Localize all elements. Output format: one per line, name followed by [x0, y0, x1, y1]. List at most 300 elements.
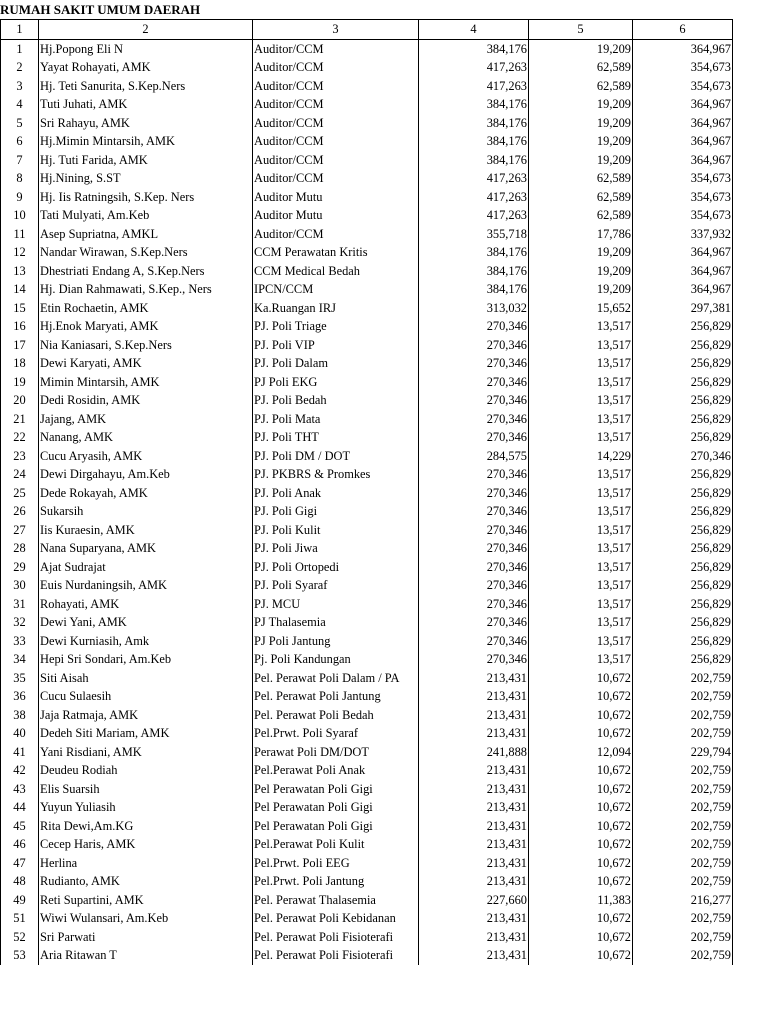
deduction-amount-cell: 13,517 — [529, 521, 633, 540]
net-amount-cell: 202,759 — [633, 780, 733, 799]
gross-amount-cell: 213,431 — [419, 761, 529, 780]
row-number-cell: 49 — [1, 891, 39, 910]
table-row — [1, 613, 733, 632]
employee-name-cell: Hj. Tuti Farida, AMK — [39, 151, 253, 170]
table-row — [1, 539, 733, 558]
net-amount-cell: 202,759 — [633, 724, 733, 743]
gross-amount-cell: 384,176 — [419, 243, 529, 262]
position-cell: PJ. Poli Anak — [253, 484, 419, 503]
row-number-cell: 13 — [1, 262, 39, 281]
gross-amount-cell: 417,263 — [419, 77, 529, 96]
gross-amount-cell: 270,346 — [419, 391, 529, 410]
employee-name-cell: Dhestriati Endang A, S.Kep.Ners — [39, 262, 253, 281]
gross-amount-cell: 270,346 — [419, 595, 529, 614]
row-number-cell: 27 — [1, 521, 39, 540]
position-cell: PJ. Poli Dalam — [253, 354, 419, 373]
employee-name-cell: Nana Suparyana, AMK — [39, 539, 253, 558]
gross-amount-cell: 213,431 — [419, 946, 529, 965]
row-number-cell: 38 — [1, 706, 39, 725]
gross-amount-cell: 213,431 — [419, 872, 529, 891]
position-cell: Pel.Perawat Poli Kulit — [253, 835, 419, 854]
gross-amount-cell: 384,176 — [419, 95, 529, 114]
gross-amount-cell: 384,176 — [419, 280, 529, 299]
deduction-amount-cell: 62,589 — [529, 58, 633, 77]
employee-name-cell: Hj. Teti Sanurita, S.Kep.Ners — [39, 77, 253, 96]
gross-amount-cell: 213,431 — [419, 909, 529, 928]
net-amount-cell: 354,673 — [633, 188, 733, 207]
employee-name-cell: Herlina — [39, 854, 253, 873]
table-row — [1, 502, 733, 521]
net-amount-cell: 202,759 — [633, 817, 733, 836]
employee-name-cell: Siti Aisah — [39, 669, 253, 688]
net-amount-cell: 256,829 — [633, 428, 733, 447]
position-cell: Auditor/CCM — [253, 95, 419, 114]
deduction-amount-cell: 17,786 — [529, 225, 633, 244]
table-row — [1, 354, 733, 373]
row-number-cell: 25 — [1, 484, 39, 503]
gross-amount-cell: 213,431 — [419, 706, 529, 725]
row-number-cell: 21 — [1, 410, 39, 429]
table-row — [1, 39, 733, 58]
gross-amount-cell: 270,346 — [419, 650, 529, 669]
net-amount-cell: 256,829 — [633, 484, 733, 503]
position-cell: PJ. Poli Kulit — [253, 521, 419, 540]
row-number-cell: 32 — [1, 613, 39, 632]
employee-name-cell: Dedi Rosidin, AMK — [39, 391, 253, 410]
employee-name-cell: Nanang, AMK — [39, 428, 253, 447]
position-cell: Auditor/CCM — [253, 114, 419, 133]
gross-amount-cell: 417,263 — [419, 169, 529, 188]
row-number-cell: 14 — [1, 280, 39, 299]
deduction-amount-cell: 13,517 — [529, 317, 633, 336]
position-cell: Pel. Perawat Poli Kebidanan — [253, 909, 419, 928]
table-row — [1, 687, 733, 706]
position-cell: Auditor Mutu — [253, 206, 419, 225]
net-amount-cell: 354,673 — [633, 206, 733, 225]
gross-amount-cell: 270,346 — [419, 373, 529, 392]
row-number-cell: 28 — [1, 539, 39, 558]
deduction-amount-cell: 10,672 — [529, 835, 633, 854]
gross-amount-cell: 241,888 — [419, 743, 529, 762]
net-amount-cell: 256,829 — [633, 632, 733, 651]
position-cell: Auditor/CCM — [253, 225, 419, 244]
deduction-amount-cell: 15,652 — [529, 299, 633, 318]
deduction-amount-cell: 13,517 — [529, 336, 633, 355]
net-amount-cell: 364,967 — [633, 280, 733, 299]
gross-amount-cell: 270,346 — [419, 484, 529, 503]
table-row — [1, 854, 733, 873]
table-row — [1, 77, 733, 96]
table-row — [1, 650, 733, 669]
table-row — [1, 817, 733, 836]
net-amount-cell: 364,967 — [633, 151, 733, 170]
row-number-cell: 31 — [1, 595, 39, 614]
table-row — [1, 206, 733, 225]
table-row — [1, 188, 733, 207]
column-header: 1 — [1, 20, 39, 40]
employee-name-cell: Dewi Karyati, AMK — [39, 354, 253, 373]
position-cell: Pel. Perawat Poli Jantung — [253, 687, 419, 706]
table-row — [1, 724, 733, 743]
deduction-amount-cell: 13,517 — [529, 539, 633, 558]
position-cell: PJ. Poli Jiwa — [253, 539, 419, 558]
net-amount-cell: 202,759 — [633, 872, 733, 891]
table-row — [1, 558, 733, 577]
position-cell: CCM Perawatan Kritis — [253, 243, 419, 262]
row-number-cell: 9 — [1, 188, 39, 207]
deduction-amount-cell: 10,672 — [529, 761, 633, 780]
net-amount-cell: 256,829 — [633, 465, 733, 484]
deduction-amount-cell: 13,517 — [529, 484, 633, 503]
row-number-cell: 7 — [1, 151, 39, 170]
gross-amount-cell: 270,346 — [419, 576, 529, 595]
net-amount-cell: 364,967 — [633, 132, 733, 151]
row-number-cell: 51 — [1, 909, 39, 928]
gross-amount-cell: 213,431 — [419, 780, 529, 799]
deduction-amount-cell: 13,517 — [529, 632, 633, 651]
position-cell: Auditor/CCM — [253, 77, 419, 96]
row-number-cell: 11 — [1, 225, 39, 244]
employee-name-cell: Rita Dewi,Am.KG — [39, 817, 253, 836]
net-amount-cell: 202,759 — [633, 798, 733, 817]
row-number-cell: 47 — [1, 854, 39, 873]
deduction-amount-cell: 10,672 — [529, 724, 633, 743]
row-number-cell: 35 — [1, 669, 39, 688]
net-amount-cell: 256,829 — [633, 336, 733, 355]
position-cell: Pel. Perawat Poli Bedah — [253, 706, 419, 725]
deduction-amount-cell: 10,672 — [529, 928, 633, 947]
row-number-cell: 41 — [1, 743, 39, 762]
employee-name-cell: Cecep Haris, AMK — [39, 835, 253, 854]
table-row — [1, 669, 733, 688]
row-number-cell: 29 — [1, 558, 39, 577]
table-row — [1, 410, 733, 429]
gross-amount-cell: 213,431 — [419, 817, 529, 836]
net-amount-cell: 256,829 — [633, 613, 733, 632]
table-row — [1, 576, 733, 595]
deduction-amount-cell: 13,517 — [529, 354, 633, 373]
deduction-amount-cell: 13,517 — [529, 613, 633, 632]
gross-amount-cell: 270,346 — [419, 410, 529, 429]
table-row — [1, 151, 733, 170]
net-amount-cell: 202,759 — [633, 854, 733, 873]
position-cell: PJ Thalasemia — [253, 613, 419, 632]
net-amount-cell: 256,829 — [633, 373, 733, 392]
position-cell: PJ Poli Jantung — [253, 632, 419, 651]
table-row — [1, 58, 733, 77]
net-amount-cell: 256,829 — [633, 354, 733, 373]
deduction-amount-cell: 11,383 — [529, 891, 633, 910]
position-cell: Pel. Perawat Poli Dalam / PA — [253, 669, 419, 688]
row-number-cell: 12 — [1, 243, 39, 262]
employee-name-cell: Etin Rochaetin, AMK — [39, 299, 253, 318]
employee-name-cell: Tati Mulyati, Am.Keb — [39, 206, 253, 225]
gross-amount-cell: 270,346 — [419, 613, 529, 632]
position-cell: CCM Medical Bedah — [253, 262, 419, 281]
table-row — [1, 780, 733, 799]
table-row — [1, 798, 733, 817]
table-row — [1, 761, 733, 780]
net-amount-cell: 229,794 — [633, 743, 733, 762]
gross-amount-cell: 417,263 — [419, 188, 529, 207]
table-row — [1, 946, 733, 965]
employee-name-cell: Nandar Wirawan, S.Kep.Ners — [39, 243, 253, 262]
gross-amount-cell: 270,346 — [419, 632, 529, 651]
deduction-amount-cell: 19,209 — [529, 151, 633, 170]
employee-name-cell: Nia Kaniasari, S.Kep.Ners — [39, 336, 253, 355]
table-row — [1, 95, 733, 114]
deduction-amount-cell: 13,517 — [529, 428, 633, 447]
deduction-amount-cell: 19,209 — [529, 262, 633, 281]
position-cell: PJ Poli EKG — [253, 373, 419, 392]
gross-amount-cell: 213,431 — [419, 687, 529, 706]
row-number-cell: 36 — [1, 687, 39, 706]
employee-name-cell: Sri Rahayu, AMK — [39, 114, 253, 133]
employee-name-cell: Hj. Iis Ratningsih, S.Kep. Ners — [39, 188, 253, 207]
deduction-amount-cell: 62,589 — [529, 188, 633, 207]
employee-name-cell: Aria Ritawan T — [39, 946, 253, 965]
employee-name-cell: Dede Rokayah, AMK — [39, 484, 253, 503]
employee-name-cell: Rudianto, AMK — [39, 872, 253, 891]
employee-name-cell: Dewi Dirgahayu, Am.Keb — [39, 465, 253, 484]
net-amount-cell: 202,759 — [633, 946, 733, 965]
employee-name-cell: Jaja Ratmaja, AMK — [39, 706, 253, 725]
row-number-cell: 46 — [1, 835, 39, 854]
net-amount-cell: 256,829 — [633, 521, 733, 540]
net-amount-cell: 354,673 — [633, 169, 733, 188]
gross-amount-cell: 270,346 — [419, 354, 529, 373]
employee-name-cell: Hj. Dian Rahmawati, S.Kep., Ners — [39, 280, 253, 299]
deduction-amount-cell: 19,209 — [529, 280, 633, 299]
position-cell: Pj. Poli Kandungan — [253, 650, 419, 669]
position-cell: IPCN/CCM — [253, 280, 419, 299]
employee-name-cell: Mimin Mintarsih, AMK — [39, 373, 253, 392]
position-cell: PJ. Poli VIP — [253, 336, 419, 355]
employee-name-cell: Yuyun Yuliasih — [39, 798, 253, 817]
position-cell: Pel Perawatan Poli Gigi — [253, 780, 419, 799]
position-cell: Auditor/CCM — [253, 58, 419, 77]
deduction-amount-cell: 19,209 — [529, 114, 633, 133]
net-amount-cell: 364,967 — [633, 114, 733, 133]
row-number-cell: 15 — [1, 299, 39, 318]
net-amount-cell: 256,829 — [633, 576, 733, 595]
position-cell: PJ. Poli Mata — [253, 410, 419, 429]
table-row — [1, 835, 733, 854]
position-cell: Auditor/CCM — [253, 151, 419, 170]
deduction-amount-cell: 19,209 — [529, 243, 633, 262]
column-header: 3 — [253, 20, 419, 40]
row-number-cell: 10 — [1, 206, 39, 225]
net-amount-cell: 256,829 — [633, 539, 733, 558]
position-cell: Pel Perawatan Poli Gigi — [253, 798, 419, 817]
gross-amount-cell: 213,431 — [419, 854, 529, 873]
position-cell: Pel.Prwt. Poli Syaraf — [253, 724, 419, 743]
net-amount-cell: 256,829 — [633, 502, 733, 521]
employee-name-cell: Elis Suarsih — [39, 780, 253, 799]
employee-name-cell: Tuti Juhati, AMK — [39, 95, 253, 114]
gross-amount-cell: 213,431 — [419, 835, 529, 854]
employee-name-cell: Sri Parwati — [39, 928, 253, 947]
net-amount-cell: 256,829 — [633, 410, 733, 429]
row-number-cell: 3 — [1, 77, 39, 96]
gross-amount-cell: 213,431 — [419, 724, 529, 743]
deduction-amount-cell: 10,672 — [529, 706, 633, 725]
deduction-amount-cell: 19,209 — [529, 132, 633, 151]
row-number-cell: 53 — [1, 946, 39, 965]
net-amount-cell: 364,967 — [633, 95, 733, 114]
deduction-amount-cell: 10,672 — [529, 909, 633, 928]
employee-name-cell: Jajang, AMK — [39, 410, 253, 429]
position-cell: PJ. Poli THT — [253, 428, 419, 447]
employee-name-cell: Asep Supriatna, AMKL — [39, 225, 253, 244]
deduction-amount-cell: 10,672 — [529, 669, 633, 688]
position-cell: Auditor/CCM — [253, 132, 419, 151]
row-number-cell: 2 — [1, 58, 39, 77]
position-cell: Ka.Ruangan IRJ — [253, 299, 419, 318]
deduction-amount-cell: 10,672 — [529, 780, 633, 799]
table-row — [1, 891, 733, 910]
employee-name-cell: Hepi Sri Sondari, Am.Keb — [39, 650, 253, 669]
employee-name-cell: Sukarsih — [39, 502, 253, 521]
gross-amount-cell: 417,263 — [419, 58, 529, 77]
gross-amount-cell: 213,431 — [419, 928, 529, 947]
row-number-cell: 8 — [1, 169, 39, 188]
position-cell: PJ. Poli Bedah — [253, 391, 419, 410]
deduction-amount-cell: 13,517 — [529, 650, 633, 669]
table-row — [1, 743, 733, 762]
table-row — [1, 872, 733, 891]
row-number-cell: 33 — [1, 632, 39, 651]
gross-amount-cell: 270,346 — [419, 336, 529, 355]
deduction-amount-cell: 62,589 — [529, 206, 633, 225]
table-row — [1, 373, 733, 392]
deduction-amount-cell: 13,517 — [529, 595, 633, 614]
gross-amount-cell: 384,176 — [419, 151, 529, 170]
table-row — [1, 132, 733, 151]
net-amount-cell: 202,759 — [633, 669, 733, 688]
employee-name-cell: Hj.Mimin Mintarsih, AMK — [39, 132, 253, 151]
table-body — [1, 20, 733, 965]
deduction-amount-cell: 13,517 — [529, 410, 633, 429]
row-number-cell: 16 — [1, 317, 39, 336]
employee-name-cell: Rohayati, AMK — [39, 595, 253, 614]
position-cell: PJ. MCU — [253, 595, 419, 614]
table-row — [1, 114, 733, 133]
employee-name-cell: Reti Supartini, AMK — [39, 891, 253, 910]
row-number-cell: 23 — [1, 447, 39, 466]
table-row — [1, 299, 733, 318]
deduction-amount-cell: 13,517 — [529, 465, 633, 484]
net-amount-cell: 202,759 — [633, 687, 733, 706]
net-amount-cell: 202,759 — [633, 835, 733, 854]
deduction-amount-cell: 10,672 — [529, 798, 633, 817]
net-amount-cell: 256,829 — [633, 558, 733, 577]
row-number-cell: 22 — [1, 428, 39, 447]
table-row — [1, 447, 733, 466]
net-amount-cell: 256,829 — [633, 317, 733, 336]
position-cell: PJ. PKBRS & Promkes — [253, 465, 419, 484]
position-cell: PJ. Poli Triage — [253, 317, 419, 336]
deduction-amount-cell: 62,589 — [529, 77, 633, 96]
net-amount-cell: 256,829 — [633, 650, 733, 669]
employee-name-cell: Yayat Rohayati, AMK — [39, 58, 253, 77]
row-number-cell: 17 — [1, 336, 39, 355]
deduction-amount-cell: 19,209 — [529, 95, 633, 114]
employee-name-cell: Cucu Aryasih, AMK — [39, 447, 253, 466]
gross-amount-cell: 384,176 — [419, 39, 529, 58]
gross-amount-cell: 284,575 — [419, 447, 529, 466]
gross-amount-cell: 213,431 — [419, 798, 529, 817]
deduction-amount-cell: 10,672 — [529, 817, 633, 836]
deduction-amount-cell: 19,209 — [529, 39, 633, 58]
row-number-cell: 6 — [1, 132, 39, 151]
employee-name-cell: Hj.Enok Maryati, AMK — [39, 317, 253, 336]
gross-amount-cell: 417,263 — [419, 206, 529, 225]
column-header: 5 — [529, 20, 633, 40]
employee-name-cell: Cucu Sulaesih — [39, 687, 253, 706]
position-cell: Pel.Prwt. Poli EEG — [253, 854, 419, 873]
net-amount-cell: 364,967 — [633, 243, 733, 262]
position-cell: Pel. Perawat Poli Fisioterafi — [253, 946, 419, 965]
row-number-cell: 43 — [1, 780, 39, 799]
column-header: 4 — [419, 20, 529, 40]
net-amount-cell: 216,277 — [633, 891, 733, 910]
gross-amount-cell: 213,431 — [419, 669, 529, 688]
row-number-cell: 26 — [1, 502, 39, 521]
row-number-cell: 48 — [1, 872, 39, 891]
net-amount-cell: 354,673 — [633, 58, 733, 77]
deduction-amount-cell: 14,229 — [529, 447, 633, 466]
employee-name-cell: Dewi Yani, AMK — [39, 613, 253, 632]
net-amount-cell: 256,829 — [633, 595, 733, 614]
gross-amount-cell: 270,346 — [419, 428, 529, 447]
row-number-cell: 45 — [1, 817, 39, 836]
employee-name-cell: Hj.Popong Eli N — [39, 39, 253, 58]
employee-name-cell: Ajat Sudrajat — [39, 558, 253, 577]
table-row — [1, 595, 733, 614]
gross-amount-cell: 384,176 — [419, 262, 529, 281]
deduction-amount-cell: 62,589 — [529, 169, 633, 188]
gross-amount-cell: 355,718 — [419, 225, 529, 244]
deduction-amount-cell: 13,517 — [529, 576, 633, 595]
gross-amount-cell: 270,346 — [419, 465, 529, 484]
net-amount-cell: 256,829 — [633, 391, 733, 410]
deduction-amount-cell: 13,517 — [529, 373, 633, 392]
position-cell: Pel. Perawat Poli Fisioterafi — [253, 928, 419, 947]
table-row — [1, 169, 733, 188]
deduction-amount-cell: 13,517 — [529, 502, 633, 521]
deduction-amount-cell: 10,672 — [529, 946, 633, 965]
table-row — [1, 262, 733, 281]
row-number-cell: 18 — [1, 354, 39, 373]
deduction-amount-cell: 12,094 — [529, 743, 633, 762]
position-cell: Pel.Prwt. Poli Jantung — [253, 872, 419, 891]
table-row — [1, 280, 733, 299]
employee-name-cell: Dedeh Siti Mariam, AMK — [39, 724, 253, 743]
column-header: 2 — [39, 20, 253, 40]
position-cell: Auditor Mutu — [253, 188, 419, 207]
gross-amount-cell: 384,176 — [419, 132, 529, 151]
deduction-amount-cell: 10,672 — [529, 687, 633, 706]
net-amount-cell: 202,759 — [633, 928, 733, 947]
net-amount-cell: 364,967 — [633, 262, 733, 281]
position-cell: Auditor/CCM — [253, 39, 419, 58]
employee-name-cell: Yani Risdiani, AMK — [39, 743, 253, 762]
table-row — [1, 706, 733, 725]
gross-amount-cell: 227,660 — [419, 891, 529, 910]
employee-name-cell: Deudeu Rodiah — [39, 761, 253, 780]
table-row — [1, 317, 733, 336]
